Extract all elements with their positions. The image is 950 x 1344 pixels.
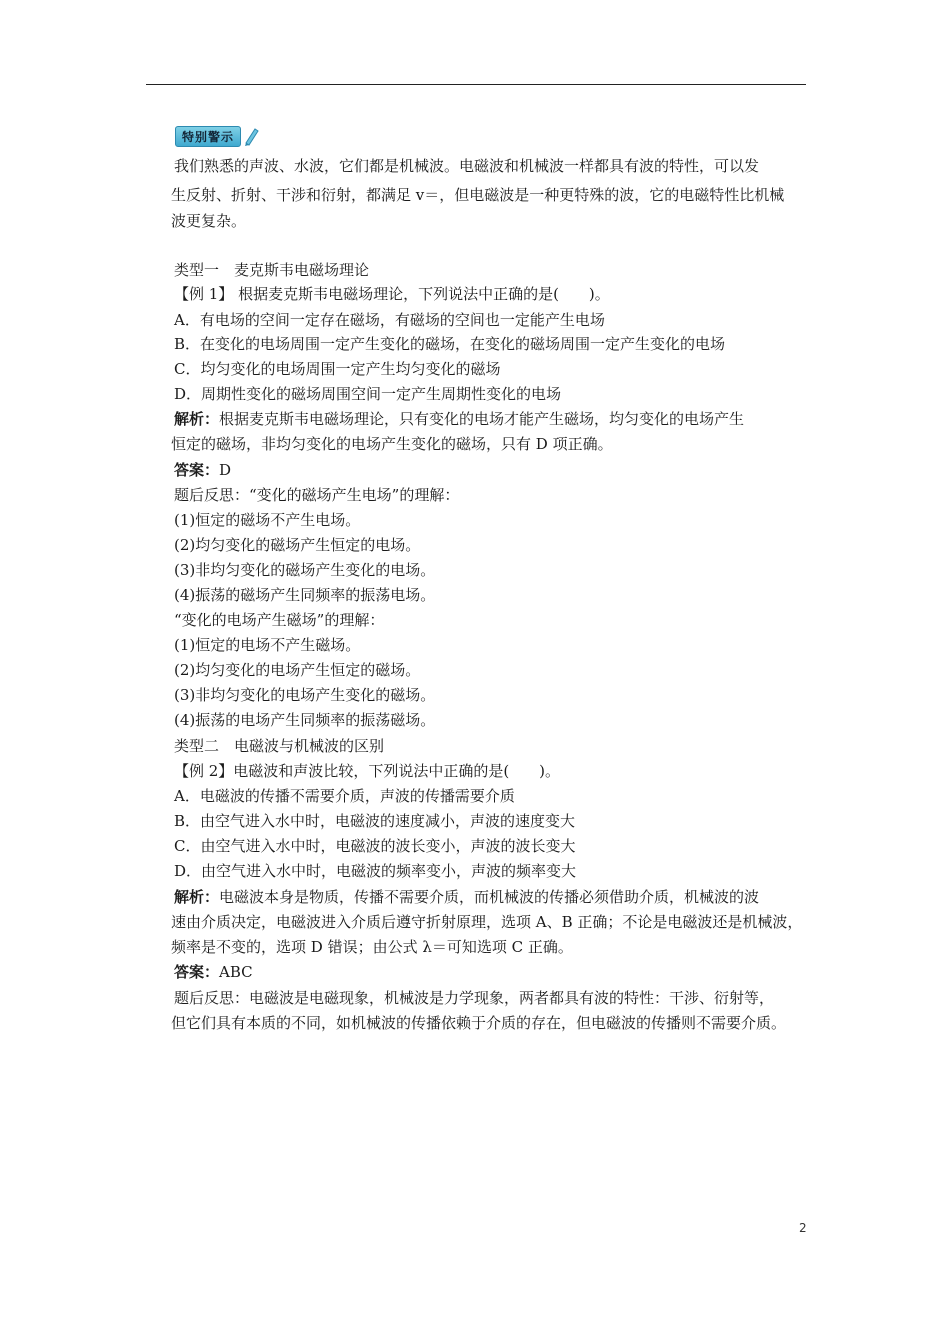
- special-warning-badge: [175, 125, 261, 147]
- type2-heading: 类型二 电磁波与机械波的区别: [174, 737, 385, 755]
- reflection2-line-2: 但它们具有本质的不同，如机械波的传播依赖于介质的存在，但电磁波的传播则不需要介质。: [171, 1014, 787, 1032]
- electric-point-2: (2)均匀变化的电场产生恒定的磁场。: [174, 661, 421, 679]
- example2-analysis-line-2: 速由介质决定，电磁波进入介质后遵守折射原理，选项 A、B 正确；不论是电磁波还是机械波，: [171, 913, 803, 931]
- example2-option-b: B．由空气进入水中时，电磁波的速度减小，声波的速度变大: [174, 812, 576, 830]
- example1-option-a: A．有电场的空间一定存在磁场，有磁场的空间也一定能产生电场: [174, 311, 605, 329]
- magnetic-point-2: (2)均匀变化的磁场产生恒定的电场。: [174, 536, 421, 554]
- magnetic-point-3: (3)非均匀变化的磁场产生变化的电场。: [174, 561, 436, 579]
- example1-answer-value: D: [219, 461, 232, 479]
- example1-analysis-label: 解析：: [174, 410, 220, 428]
- example1-analysis-text-1: 根据麦克斯韦电磁场理论，只有变化的电场才能产生磁场，均匀变化的电场产生: [219, 410, 745, 428]
- warning-line-3: 波更复杂。: [171, 212, 247, 230]
- example1-answer-label: 答案：: [174, 461, 220, 479]
- example2-option-c: C．由空气进入水中时，电磁波的波长变小，声波的波长变大: [174, 837, 576, 855]
- example2-question: 【例 2】电磁波和声波比较，下列说法中正确的是( )。: [174, 762, 561, 780]
- example1-option-c: C．均匀变化的电场周围一定产生均匀变化的磁场: [174, 360, 501, 378]
- example1-question: 【例 1】 根据麦克斯韦电磁场理论，下列说法中正确的是( )。: [174, 285, 610, 303]
- warning-line-1: 我们熟悉的声波、水波，它们都是机械波。电磁波和机械波一样都具有波的特性，可以发: [174, 157, 760, 175]
- example1-analysis-line-1: [174, 409, 744, 429]
- electric-title: “变化的电场产生磁场”的理解：: [174, 611, 385, 629]
- reflection1-title: 题后反思：“变化的磁场产生电场”的理解：: [174, 486, 460, 504]
- electric-point-3: (3)非均匀变化的电场产生变化的磁场。: [174, 686, 436, 704]
- reflection2-line-1: 题后反思：电磁波是电磁现象，机械波是力学现象，两者都具有波的特性：干涉、衍射等，: [174, 989, 775, 1007]
- magnetic-point-1: (1)恒定的磁场不产生电场。: [174, 511, 361, 529]
- magnetic-point-4: (4)振荡的磁场产生同频率的振荡电场。: [174, 586, 436, 604]
- example1-option-d: D．周期性变化的磁场周围空间一定产生周期性变化的电场: [174, 385, 562, 403]
- example2-analysis-text-1: 电磁波本身是物质，传播不需要介质，而机械波的传播必须借助介质，机械波的波: [219, 888, 760, 906]
- badge-label: 特别警示: [175, 126, 241, 147]
- example1-option-b: B．在变化的电场周围一定产生变化的磁场，在变化的磁场周围一定产生变化的电场: [174, 335, 726, 353]
- example2-answer-value: ABC: [219, 963, 253, 981]
- type1-heading: 类型一 麦克斯韦电磁场理论: [174, 261, 370, 279]
- header-rule: [146, 84, 806, 85]
- example2-analysis-line-3: 频率是不变的，选项 D 错误；由公式 λ＝可知选项 C 正确。: [171, 938, 573, 956]
- page-number: 2: [799, 1221, 807, 1235]
- electric-point-1: (1)恒定的电场不产生磁场。: [174, 636, 361, 654]
- example2-answer-label: 答案：: [174, 963, 220, 981]
- example2-option-a: A．电磁波的传播不需要介质，声波的传播需要介质: [174, 787, 515, 805]
- example2-option-d: D．由空气进入水中时，电磁波的频率变小，声波的频率变大: [174, 862, 577, 880]
- example2-analysis-line-1: [174, 887, 759, 907]
- example1-answer: [174, 460, 231, 480]
- example2-answer: [174, 962, 253, 982]
- pencil-icon: [243, 125, 261, 147]
- example2-analysis-label: 解析：: [174, 888, 220, 906]
- example1-analysis-line-2: 恒定的磁场，非均匀变化的电场产生变化的磁场，只有 D 项正确。: [171, 435, 613, 453]
- electric-point-4: (4)振荡的电场产生同频率的振荡磁场。: [174, 711, 436, 729]
- warning-line-2: 生反射、折射、干涉和衍射，都满足 v＝，但电磁波是一种更特殊的波，它的电磁特性比机械: [171, 186, 785, 204]
